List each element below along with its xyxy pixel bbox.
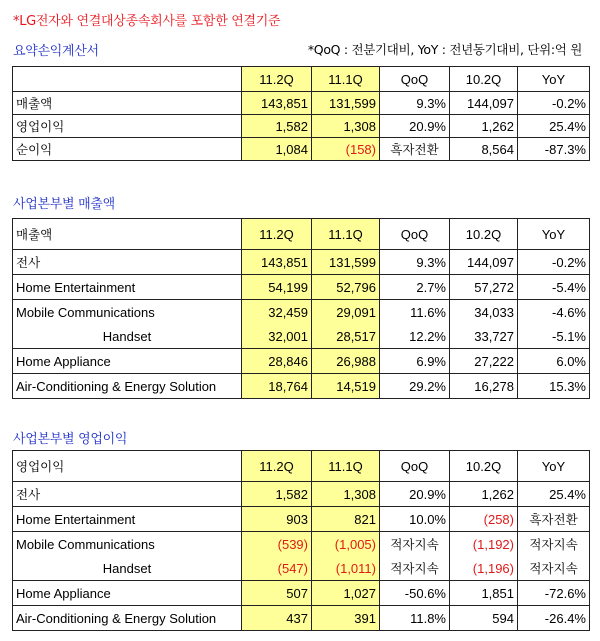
value-cell: 2.7% <box>380 275 450 300</box>
value-cell: 29,091 <box>312 300 380 325</box>
value-cell: 적자지속 <box>518 532 590 557</box>
value-cell: 14,519 <box>312 374 380 399</box>
value-cell: 54,199 <box>242 275 312 300</box>
value-cell: 18,764 <box>242 374 312 399</box>
value-cell: 143,851 <box>242 250 312 275</box>
table-row <box>13 507 590 532</box>
value-cell: 8,564 <box>450 138 518 161</box>
value-cell: 9.3% <box>380 250 450 275</box>
column-header: 10.2Q <box>450 219 518 250</box>
value-cell: 57,272 <box>450 275 518 300</box>
value-cell: 144,097 <box>450 92 518 115</box>
header-row <box>13 451 590 482</box>
row-label: 전사 <box>13 482 242 507</box>
value-cell: (539) <box>242 532 312 557</box>
table-row <box>13 324 590 349</box>
value-cell: (1,005) <box>312 532 380 557</box>
column-header: QoQ <box>380 451 450 482</box>
row-label: 순이익 <box>13 138 242 161</box>
value-cell: 25.4% <box>518 115 590 138</box>
value-cell: 적자지속 <box>380 556 450 581</box>
header-row <box>13 219 590 250</box>
value-cell: (547) <box>242 556 312 581</box>
value-cell: 32,459 <box>242 300 312 325</box>
table-row <box>13 300 590 325</box>
table-row <box>13 349 590 374</box>
value-cell: 15.3% <box>518 374 590 399</box>
value-cell: 903 <box>242 507 312 532</box>
value-cell: 131,599 <box>312 250 380 275</box>
header-label: 영업이익 <box>13 451 242 482</box>
value-cell: -5.4% <box>518 275 590 300</box>
column-header: 11.2Q <box>242 451 312 482</box>
value-cell: 131,599 <box>312 92 380 115</box>
column-header: 11.2Q <box>242 219 312 250</box>
value-cell: 적자지속 <box>518 556 590 581</box>
value-cell: 20.9% <box>380 115 450 138</box>
value-cell: -26.4% <box>518 606 590 631</box>
row-label: 매출액 <box>13 92 242 115</box>
value-cell: 391 <box>312 606 380 631</box>
units-legend: *QoQ : 전분기대비, YoY : 전년동기대비, 단위:억 원 <box>307 42 582 57</box>
value-cell: 28,846 <box>242 349 312 374</box>
op-profit-section-title: 사업본부별 영업이익 <box>13 432 128 447</box>
sales-section-title: 사업본부별 매출액 <box>13 197 115 212</box>
table-row <box>13 115 590 138</box>
value-cell: 33,727 <box>450 324 518 349</box>
column-header: YoY <box>518 67 590 92</box>
column-header: 11.1Q <box>312 219 380 250</box>
column-header: 10.2Q <box>450 67 518 92</box>
header-label: 매출액 <box>13 219 242 250</box>
table-row <box>13 556 590 581</box>
value-cell: 적자지속 <box>380 532 450 557</box>
summary-income-table <box>12 66 590 161</box>
value-cell: (258) <box>450 507 518 532</box>
value-cell: 흑자전환 <box>380 138 450 161</box>
value-cell: 144,097 <box>450 250 518 275</box>
column-header: YoY <box>518 451 590 482</box>
value-cell: 29.2% <box>380 374 450 399</box>
value-cell: 10.0% <box>380 507 450 532</box>
column-header: QoQ <box>380 67 450 92</box>
value-cell: 6.0% <box>518 349 590 374</box>
value-cell: 1,308 <box>312 115 380 138</box>
value-cell: -5.1% <box>518 324 590 349</box>
value-cell: 28,517 <box>312 324 380 349</box>
value-cell: -4.6% <box>518 300 590 325</box>
value-cell: 52,796 <box>312 275 380 300</box>
table-row <box>13 606 590 631</box>
value-cell: 6.9% <box>380 349 450 374</box>
value-cell: 26,988 <box>312 349 380 374</box>
row-label: Mobile Communications <box>13 532 242 557</box>
value-cell: (1,192) <box>450 532 518 557</box>
header-label <box>13 67 242 92</box>
value-cell: 1,027 <box>312 581 380 606</box>
value-cell: 16,278 <box>450 374 518 399</box>
row-label: 영업이익 <box>13 115 242 138</box>
header-row <box>13 67 590 92</box>
value-cell: 1,582 <box>242 115 312 138</box>
row-label: Mobile Communications <box>13 300 242 325</box>
row-label: 전사 <box>13 250 242 275</box>
value-cell: 507 <box>242 581 312 606</box>
value-cell: 34,033 <box>450 300 518 325</box>
table-row <box>13 275 590 300</box>
value-cell: 437 <box>242 606 312 631</box>
summary-section-title: 요약손익계산서 <box>13 44 99 59</box>
table-row <box>13 532 590 557</box>
column-header: QoQ <box>380 219 450 250</box>
column-header: 11.1Q <box>312 67 380 92</box>
value-cell: 594 <box>450 606 518 631</box>
value-cell: 1,262 <box>450 482 518 507</box>
column-header: 11.2Q <box>242 67 312 92</box>
value-cell: 27,222 <box>450 349 518 374</box>
row-label: Air-Conditioning & Energy Solution <box>13 374 242 399</box>
value-cell: 20.9% <box>380 482 450 507</box>
value-cell: 1,262 <box>450 115 518 138</box>
value-cell: 25.4% <box>518 482 590 507</box>
value-cell: (1,196) <box>450 556 518 581</box>
column-header: 11.1Q <box>312 451 380 482</box>
value-cell: (158) <box>312 138 380 161</box>
division-op-profit-table <box>12 450 590 631</box>
value-cell: 1,084 <box>242 138 312 161</box>
row-label: Handset <box>13 324 242 349</box>
value-cell: 9.3% <box>380 92 450 115</box>
value-cell: -72.6% <box>518 581 590 606</box>
value-cell: 1,851 <box>450 581 518 606</box>
row-label: Home Appliance <box>13 349 242 374</box>
value-cell: 821 <box>312 507 380 532</box>
row-label: Air-Conditioning & Energy Solution <box>13 606 242 631</box>
table-row <box>13 581 590 606</box>
consolidation-note: *LG전자와 연결대상종속회사를 포함한 연결기준 <box>13 14 281 29</box>
table-row <box>13 482 590 507</box>
value-cell: -0.2% <box>518 92 590 115</box>
value-cell: (1,011) <box>312 556 380 581</box>
value-cell: 11.6% <box>380 300 450 325</box>
row-label: Handset <box>13 556 242 581</box>
division-sales-table <box>12 218 590 399</box>
value-cell: -87.3% <box>518 138 590 161</box>
table-row <box>13 92 590 115</box>
column-header: YoY <box>518 219 590 250</box>
value-cell: 32,001 <box>242 324 312 349</box>
value-cell: 1,582 <box>242 482 312 507</box>
value-cell: 12.2% <box>380 324 450 349</box>
value-cell: -0.2% <box>518 250 590 275</box>
value-cell: 143,851 <box>242 92 312 115</box>
table-row <box>13 374 590 399</box>
column-header: 10.2Q <box>450 451 518 482</box>
row-label: Home Entertainment <box>13 507 242 532</box>
value-cell: 11.8% <box>380 606 450 631</box>
table-row <box>13 250 590 275</box>
row-label: Home Appliance <box>13 581 242 606</box>
table-row <box>13 138 590 161</box>
row-label: Home Entertainment <box>13 275 242 300</box>
value-cell: -50.6% <box>380 581 450 606</box>
value-cell: 1,308 <box>312 482 380 507</box>
value-cell: 흑자전환 <box>518 507 590 532</box>
